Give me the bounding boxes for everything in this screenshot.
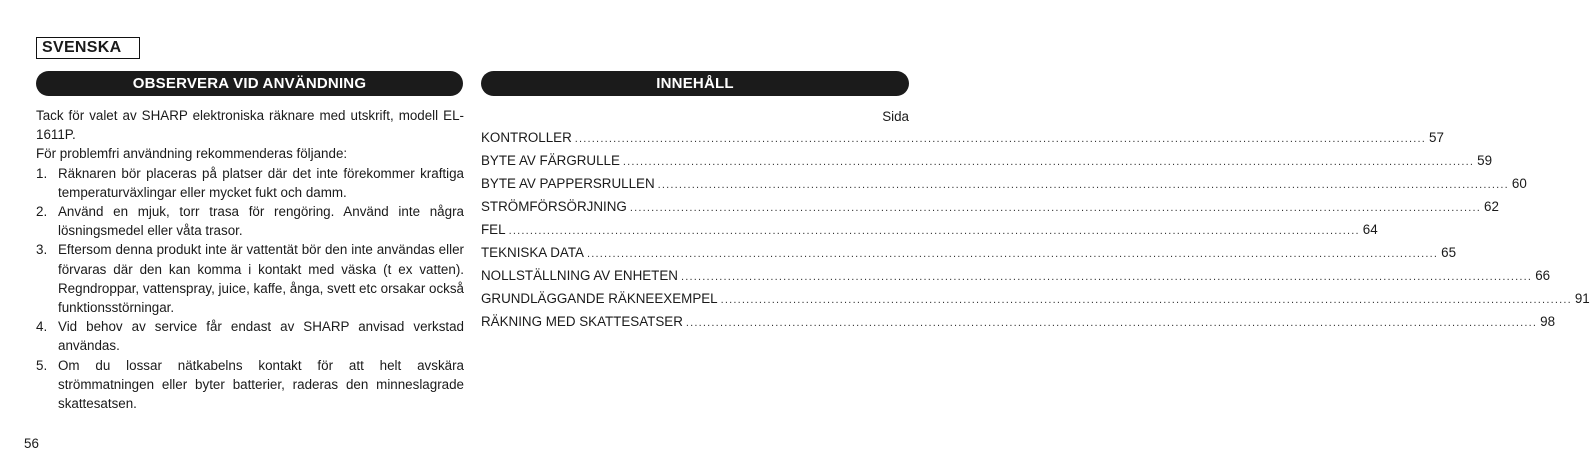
- language-label: SVENSKA: [36, 37, 140, 59]
- toc-page: 60: [1511, 176, 1527, 191]
- page-column-label: Sida: [882, 109, 909, 124]
- leader-dots: ........................................................................................................................................................................................................: [508, 225, 1360, 237]
- usage-notes: [36, 106, 464, 413]
- section-heading-usage-notes: OBSERVERA VID ANVÄNDNING: [36, 71, 463, 96]
- toc-page: 64: [1362, 222, 1378, 237]
- list-item-text: Använd en mjuk, torr trasa för rengöring. Använd inte några lösningsmedel eller våta trasor.: [58, 204, 464, 239]
- list-item-number: 4.: [36, 319, 48, 335]
- leader-dots: ........................................................................................................................................................................................................: [586, 248, 1439, 260]
- page-number: 56: [24, 436, 39, 451]
- toc-entry[interactable]: [481, 265, 1551, 288]
- toc-title: KONTROLLER: [481, 130, 572, 145]
- toc-page: 98: [1540, 314, 1556, 329]
- toc-page: 91: [1574, 291, 1590, 306]
- leader-dots: ........................................................................................................................................................................................................: [685, 317, 1538, 329]
- list-item: [36, 240, 464, 317]
- intro-text-2: För problemfri användning rekommenderas följande:: [36, 146, 348, 162]
- list-item-text: Eftersom denna produkt inte är vattentät bör den inte användas eller förvaras där den kan komma i kontakt med väska (t ex vatten). Regndroppar, vattenspray, juice, kaffe, ånga, svett etc orsakar också funktionsstörningar.: [58, 242, 464, 316]
- list-item-number: 3.: [36, 242, 48, 258]
- list-item: [36, 317, 464, 355]
- toc-title: BYTE AV FÄRGRULLE: [481, 153, 620, 168]
- toc-entry[interactable]: [481, 173, 1527, 196]
- toc-entry[interactable]: [481, 219, 1378, 242]
- toc-title: BYTE AV PAPPERSRULLEN: [481, 176, 655, 191]
- leader-dots: ........................................................................................................................................................................................................: [574, 133, 1427, 145]
- intro-text: Tack för valet av SHARP elektroniska räknare med utskrift, modell EL-1611P.: [36, 108, 464, 143]
- toc-entry[interactable]: [481, 127, 1444, 150]
- toc-entry[interactable]: [481, 242, 1457, 265]
- list-item: [36, 164, 464, 202]
- toc-title: NOLLSTÄLLNING AV ENHETEN: [481, 268, 678, 283]
- list-item-text: Räknaren bör placeras på platser där det inte förekommer kraftiga temperaturväxlingar eller mycket fukt och damm.: [58, 165, 464, 200]
- toc-entry[interactable]: [481, 288, 1590, 311]
- toc-entry[interactable]: [481, 196, 1499, 219]
- toc-title: GRUNDLÄGGANDE RÄKNEEXEMPEL: [481, 291, 718, 306]
- leader-dots: ........................................................................................................................................................................................................: [720, 294, 1572, 306]
- toc-page: 59: [1477, 153, 1493, 168]
- list-item-text: Vid behov av service får endast av SHARP anvisad verkstad användas.: [58, 319, 464, 354]
- usage-list: [36, 164, 464, 414]
- leader-dots: ........................................................................................................................................................................................................: [680, 271, 1533, 283]
- list-item: [36, 356, 464, 414]
- leader-dots: ........................................................................................................................................................................................................: [657, 179, 1509, 191]
- toc-page: 66: [1535, 268, 1551, 283]
- toc-entry[interactable]: [481, 150, 1493, 173]
- toc-page: 65: [1441, 245, 1457, 260]
- toc-page: 57: [1429, 130, 1444, 145]
- list-item-number: 2.: [36, 204, 48, 220]
- leader-dots: ........................................................................................................................................................................................................: [622, 156, 1475, 168]
- table-of-contents: [481, 106, 1590, 334]
- list-item-text: Om du lossar nätkabelns kontakt för att helt avskära strömmatningen eller byter batterier, raderas den minneslagrade skattesatsen.: [58, 357, 464, 412]
- list-item-number: 5.: [36, 357, 48, 373]
- toc-page: 62: [1484, 199, 1499, 214]
- toc-title: TEKNISKA DATA: [481, 245, 584, 260]
- section-heading-contents: INNEHÅLL: [481, 71, 909, 96]
- leader-dots: ........................................................................................................................................................................................................: [629, 202, 1482, 214]
- list-item-number: 1.: [36, 165, 48, 181]
- toc-title: FEL: [481, 222, 506, 237]
- toc-entry[interactable]: [481, 311, 1556, 334]
- list-item: [36, 202, 464, 240]
- toc-title: STRÖMFÖRSÖRJNING: [481, 199, 627, 214]
- toc-title: RÄKNING MED SKATTESATSER: [481, 314, 683, 329]
